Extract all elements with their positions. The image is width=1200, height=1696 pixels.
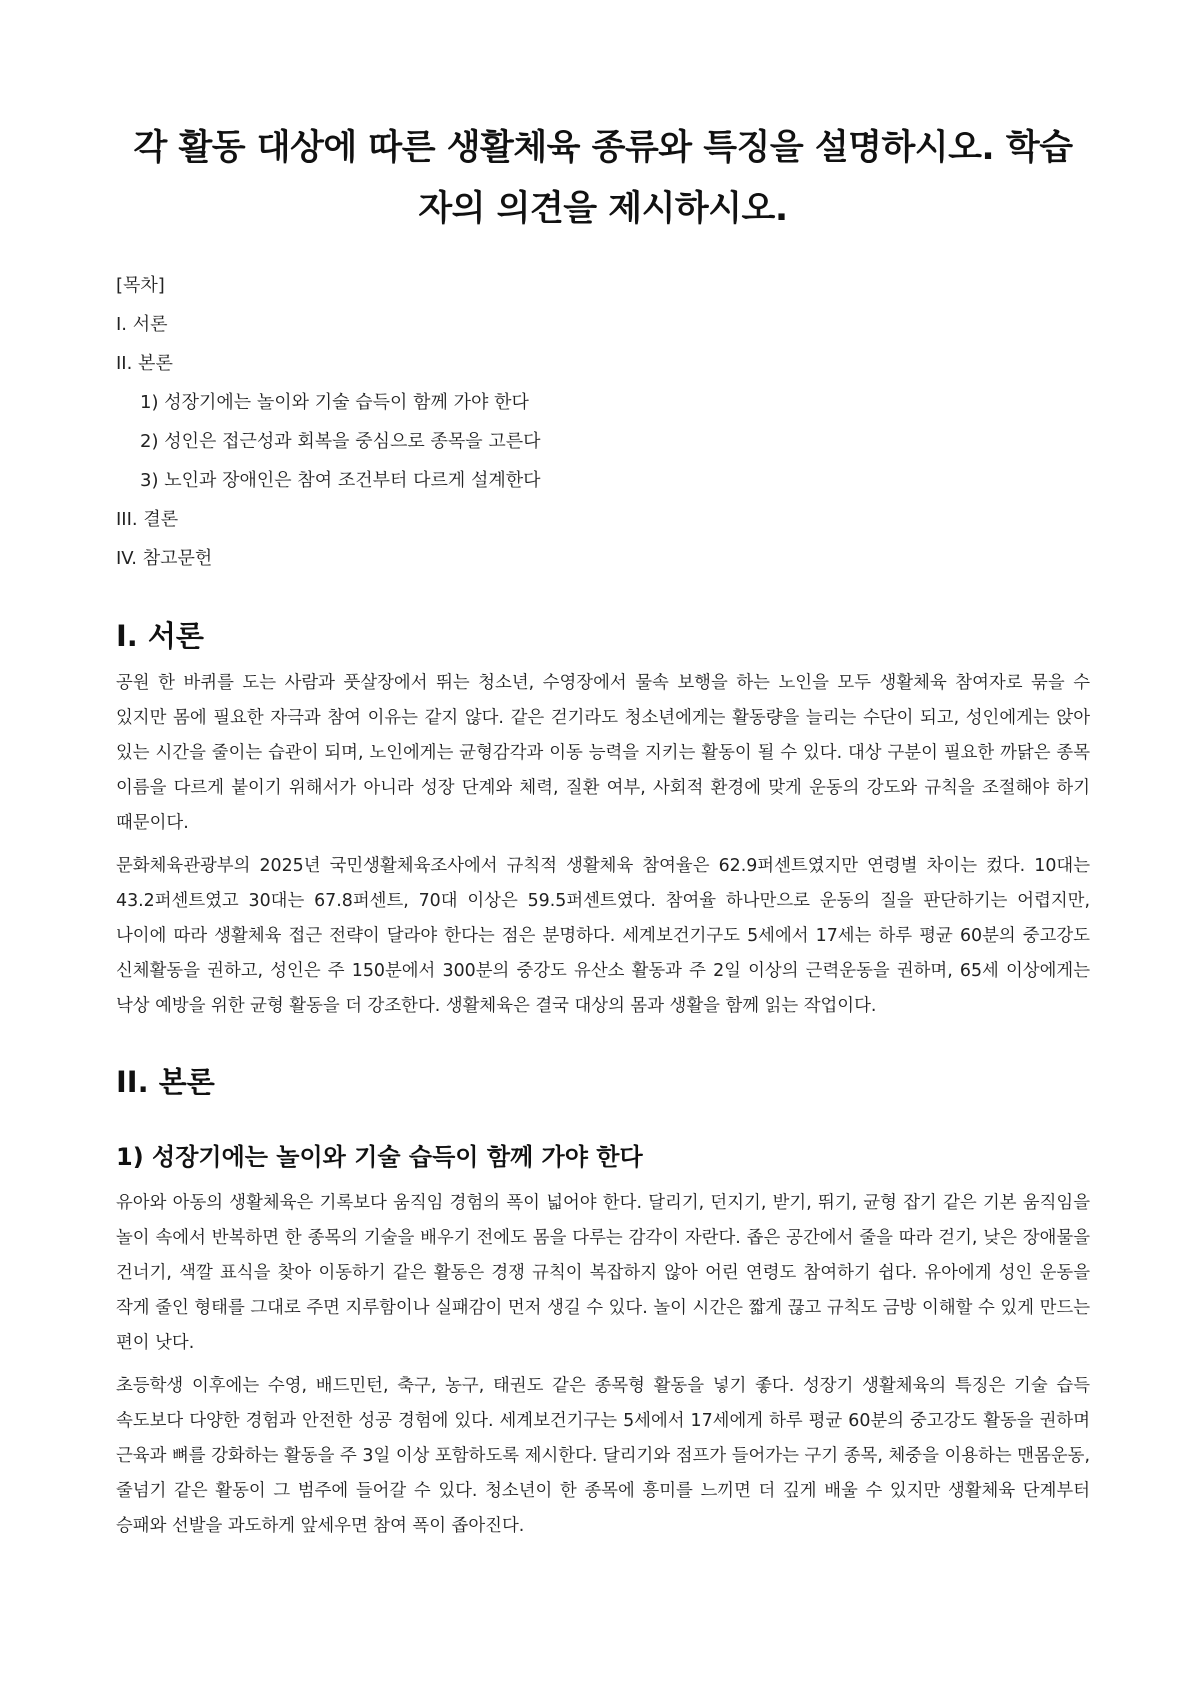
intro-heading: I. 서론 [116, 619, 204, 653]
intro-section [116, 616, 1090, 1024]
toc-item: I. 서론 [116, 314, 168, 335]
toc-subitem: 1) 성장기에는 놀이와 기술 습득이 함께 가야 한다 [140, 392, 529, 413]
body-paragraph: 유아와 아동의 생활체육은 기록보다 움직임 경험의 폭이 넓어야 한다. 달리기, 던지기, 받기, 뛰기, 균형 잡기 같은 기본 움직임을 놀이 속에서 반복하면 한 종목의 기술을 배우기 전에도 몸을 다루는 감각이 자란다. 좁은 공간에서 줄을 따라 걷기, 낮은 장애물을 건너기, 색깔 표식을 찾아 이동하기 같은 활동은 경쟁 규칙이 복잡하지 않아 어린 연령도 참여하기 쉽다. 유아에게 성인 운동을 작게 줄인 형태를 그대로 주면 지루함이나 실패감이 먼저 생길 수 있다. 놀이 시간은 짧게 끊고 규칙도 금방 이해할 수 있게 만드는 편이 낫다. [116, 1193, 1090, 1353]
toc-subitem: 3) 노인과 장애인은 참여 조건부터 다르게 설계한다 [140, 470, 541, 491]
toc-item: II. 본론 [116, 353, 173, 374]
body-paragraph: 초등학생 이후에는 수영, 배드민턴, 축구, 농구, 태권도 같은 종목형 활동을 넣기 좋다. 성장기 생활체육의 특징은 기술 습득 속도보다 다양한 경험과 안전한 성공 경험에 있다. 세계보건기구는 5세에서 17세에게 하루 평균 60분의 중고강도 활동을 권하며 근육과 뼈를 강화하는 활동을 주 3일 이상 포함하도록 제시한다. 달리기와 점프가 들어가는 구기 종목, 체중을 이용하는 맨몸운동, 줄넘기 같은 활동이 그 범주에 들어갈 수 있다. 청소년이 한 종목에 흥미를 느끼면 더 깊게 배울 수 있지만 생활체육 단계부터 승패와 선발을 과도하게 앞세우면 참여 폭이 좁아진다. [116, 1376, 1090, 1536]
toc-item: III. 결론 [116, 509, 179, 530]
body-heading: II. 본론 [116, 1065, 215, 1099]
table-of-contents [116, 266, 1090, 578]
body-section [116, 1062, 1090, 1544]
subsection-heading: 1) 성장기에는 놀이와 기술 습득이 함께 가야 한다 [116, 1143, 643, 1171]
intro-paragraph: 공원 한 바퀴를 도는 사람과 풋살장에서 뛰는 청소년, 수영장에서 물속 보행을 하는 노인을 모두 생활체육 참여자로 묶을 수 있지만 몸에 필요한 자극과 참여 이유는 같지 않다. 같은 걷기라도 청소년에게는 활동량을 늘리는 수단이 되고, 성인에게는 앉아 있는 시간을 줄이는 습관이 되며, 노인에게는 균형감각과 이동 능력을 지키는 활동이 될 수 있다. 대상 구분이 필요한 까닭은 종목 이름을 다르게 붙이기 위해서가 아니라 성장 단계와 체력, 질환 여부, 사회적 환경에 맞게 운동의 강도와 규칙을 조절해야 하기 때문이다. [116, 673, 1090, 833]
document-title: 각 활동 대상에 따른 생활체육 종류와 특징을 설명하시오. 학습자의 의견을 제시하시오. [133, 128, 1073, 229]
toc-heading: [목차] [116, 275, 165, 296]
intro-paragraph: 문화체육관광부의 2025년 국민생활체육조사에서 규칙적 생활체육 참여율은 62.9퍼센트였지만 연령별 차이는 컸다. 10대는 43.2퍼센트였고 30대는 67.8퍼센트, 70대 이상은 59.5퍼센트였다. 참여율 하나만으로 운동의 질을 판단하기는 어렵지만, 나이에 따라 생활체육 접근 전략이 달라야 한다는 점은 분명하다. 세계보건기구도 5세에서 17세는 하루 평균 60분의 중고강도 신체활동을 권하고, 성인은 주 150분에서 300분의 중강도 유산소 활동과 주 2일 이상의 근력운동을 권하며, 65세 이상에게는 낙상 예방을 위한 균형 활동을 더 강조한다. 생활체육은 결국 대상의 몸과 생활을 함께 읽는 작업이다. [116, 856, 1090, 1016]
toc-item: IV. 참고문헌 [116, 548, 213, 569]
toc-subitem: 2) 성인은 접근성과 회복을 중심으로 종목을 고른다 [140, 431, 541, 452]
